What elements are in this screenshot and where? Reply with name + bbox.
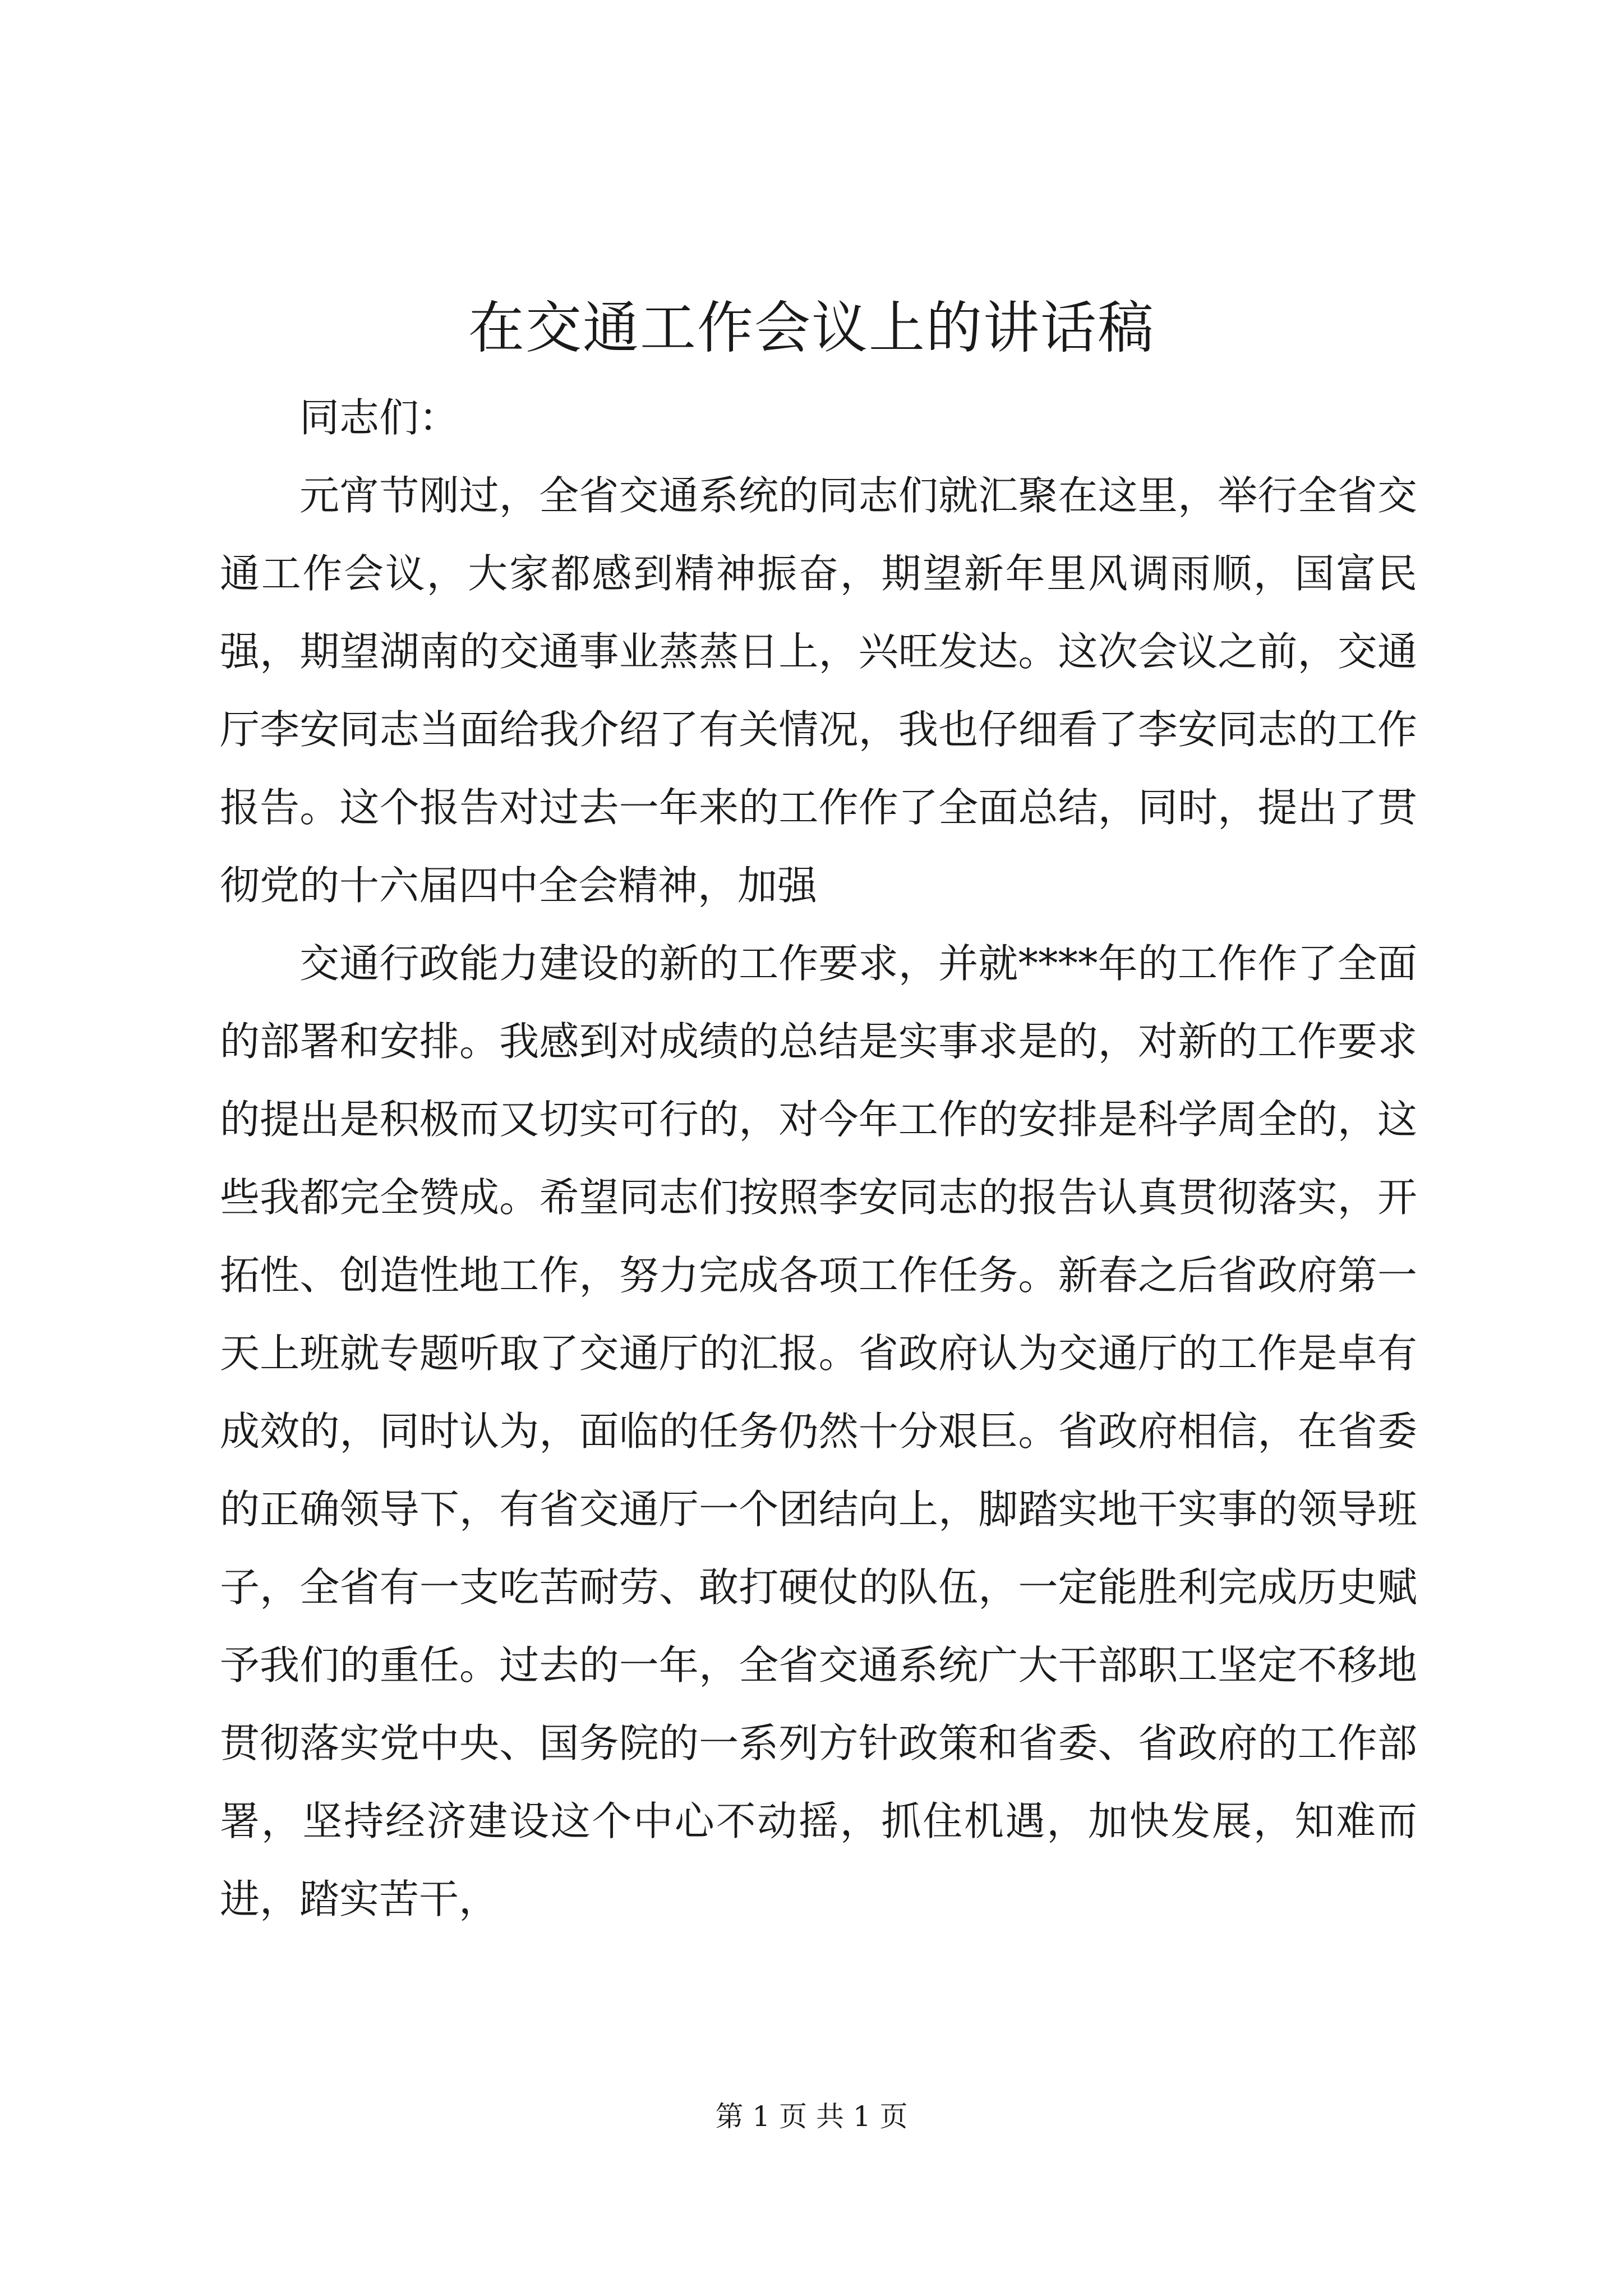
document-title: 在交通工作会议上的讲话稿 bbox=[468, 295, 1155, 361]
paragraph-2: 交通行政能力建设的新的工作要求，并就****年的工作作了全面的部署和安排。我感到对成绩的总结是实事求是的，对新的工作要求的提出是积极而又切实可行的，对今年工作的安排是科学周全的，这些我都完全赞成。希望同志们按照李安同志的报告认真贯彻落实，开拓性、创造性地工作，努力完成各项工作任务。新春之后省政府第一天上班就专题听取了交通厅的汇报。省政府认为交通厅的工作是卓有成效的，同时认为，面临的任务仍然十分艰巨。省政府相信，在省委的正确领导下，有省交通厅一个团结向上，脚踏实地干实事的领导班子，全省有一支吃苦耐劳、敢打硬仗的队伍，一定能胜利完成历史赋予我们的重任。过去的一年，全省交通系统广大干部职工坚定不移地贯彻落实党中央、国务院的一系列方针政策和省委、省政府的工作部署，坚持经济建设这个中心不动摇，抓住机遇，加快发展，知难而进，踏实苦干， bbox=[220, 940, 1417, 1922]
document-body bbox=[220, 379, 1417, 1938]
page-footer: 第 1 页 共 1 页 bbox=[715, 2100, 908, 2133]
paragraph-1: 元宵节刚过，全省交通系统的同志们就汇聚在这里，举行全省交通工作会议，大家都感到精神振奋，期望新年里风调雨顺，国富民强，期望湖南的交通事业蒸蒸日上，兴旺发达。这次会议之前，交通厅李安同志当面给我介绍了有关情况，我也仔细看了李安同志的工作报告。这个报告对过去一年来的工作作了全面总结，同时，提出了贯彻党的十六届四中全会精神，加强 bbox=[220, 472, 1417, 909]
paragraph-salutation: 同志们： bbox=[299, 394, 459, 441]
